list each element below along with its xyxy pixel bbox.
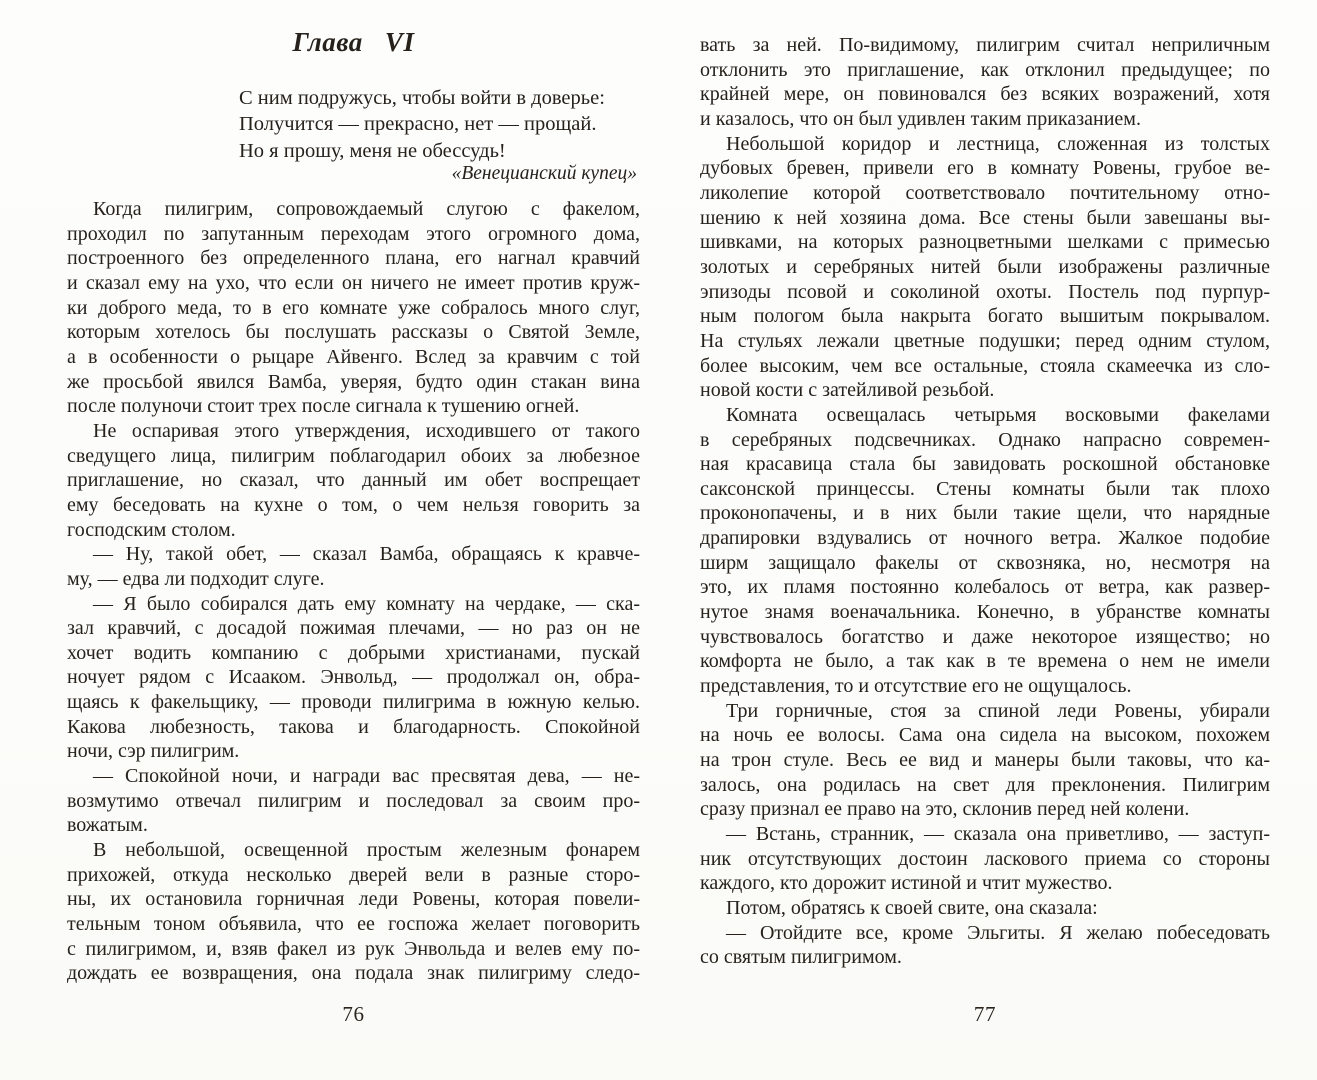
text-line: и сказал ему на ухо, что если он ничего не имеет против круж- bbox=[67, 271, 640, 294]
text-line: каждого, кто дорожит истиной и чтит мужество. bbox=[700, 872, 1113, 895]
text-line: это, их пламя постоянно колебалось от ветра, как развер- bbox=[700, 576, 1270, 599]
epigraph-line: Но я прошу, меня не обессудь! bbox=[239, 139, 506, 162]
text-line: шивками, на которых разноцветными шелками с примесью bbox=[700, 231, 1270, 254]
text-line: Небольшой коридор и лестница, сложенная из толстых bbox=[726, 132, 1270, 155]
text-line: зал кравчий, с досадой пожимая плечами, — но раз он не bbox=[67, 617, 640, 640]
text-line: драпировки вздувались от ночного ветра. Жалкое подобие bbox=[700, 527, 1270, 550]
text-line: Какова любезность, такова и благодарность. Спокойной bbox=[67, 715, 640, 738]
text-line: залось, она родилась на свет для преклонения. Пилигрим bbox=[700, 773, 1270, 796]
text-line: вать за ней. По-видимому, пилигрим считал неприличным bbox=[700, 34, 1270, 56]
text-line: шению к ней хозяина дома. Все стены были завешаны вы- bbox=[700, 206, 1270, 229]
text-line: Комната освещалась четырьмя восковыми факелами bbox=[726, 403, 1270, 426]
text-line: проходил по запутанным переходам этого огромного дома, bbox=[67, 222, 640, 245]
text-line: щаясь к факельщику, — проводи пилигрима в южную келью. bbox=[67, 691, 640, 714]
text-line: эпизоды псовой и соколиной охоты. Постель под пурпур- bbox=[700, 280, 1270, 303]
text-line: Потом, обратясь к своей свите, она сказала: bbox=[726, 896, 1098, 919]
text-line: му, — едва ли подходит слуге. bbox=[67, 567, 325, 590]
page-left bbox=[67, 0, 640, 1080]
text-line: вожатым. bbox=[67, 814, 148, 837]
text-line: золотых и серебряных нитей были изображены различные bbox=[700, 255, 1270, 278]
text-line: представления, то и отсутствие его не ощущалось. bbox=[700, 675, 1132, 698]
text-line: — Встань, странник, — сказала она приветливо, — заступ- bbox=[726, 823, 1270, 845]
text-line: дождать ее возвращения, она подала знак пилигриму следо- bbox=[67, 962, 640, 985]
text-line: саксонской принцессы. Стены комнаты были так плохо bbox=[700, 477, 1270, 500]
text-line: Три горничные, стоя за спиной леди Ровены, убирали bbox=[726, 699, 1270, 722]
text-line: ная красавица стала бы завидовать роскошной обстановке bbox=[700, 453, 1270, 476]
chapter-heading: Глава VI bbox=[292, 27, 415, 57]
text-line: на трон стуле. Весь ее вид и манеры были таковы, что ка- bbox=[700, 749, 1270, 772]
text-line: На стульях лежали цветные подушки; перед одним стулом, bbox=[700, 329, 1270, 352]
text-line: проконопачены, и в них были такие щели, что нарядные bbox=[700, 502, 1270, 525]
text-line: ным пологом была накрыта богато вышитым покрывалом. bbox=[700, 305, 1270, 328]
text-line: сразу признал ее право на это, склонив перед ней колени. bbox=[700, 798, 1190, 821]
text-line: со святым пилигримом. bbox=[700, 946, 902, 969]
text-line: Не оспаривая этого утверждения, исходившего от такого bbox=[93, 419, 640, 442]
text-line: В небольшой, освещенной простым железным фонарем bbox=[93, 839, 640, 862]
text-line: — Я было собирался дать ему комнату на чердаке, — ска- bbox=[93, 592, 640, 615]
page-number-right: 77 bbox=[973, 1002, 997, 1026]
page-right bbox=[700, 0, 1270, 1080]
text-line: прихожей, откуда несколько дверей вели в разные сторо- bbox=[67, 863, 640, 886]
text-line: же просьбой явился Вамба, уверяя, будто один стакан вина bbox=[67, 370, 640, 393]
text-line: на ночь ее волосы. Сама она сидела на высоком, похожем bbox=[700, 724, 1270, 747]
text-line: отклонить это приглашение, как отклонил предыдущее; по bbox=[700, 58, 1270, 81]
text-line: с пилигримом, и, взяв факел из рук Энвольда и велев ему по- bbox=[67, 937, 640, 960]
page-left-body bbox=[67, 197, 640, 986]
text-line: более высоким, чем все остальные, стояла скамеечка из сло- bbox=[700, 354, 1270, 377]
text-line: комфорта не было, а так как в те времена о нем не имели bbox=[700, 650, 1270, 673]
text-line: ликолепие которой соответствовало почтительному отно- bbox=[700, 181, 1270, 204]
text-line: хочет водить компанию с добрыми христианами, пускай bbox=[67, 641, 640, 664]
text-line: — Спокойной ночи, и награди вас пресвятая дева, — не- bbox=[93, 765, 640, 788]
text-line: господским столом. bbox=[67, 518, 236, 541]
page-right-body bbox=[700, 33, 1270, 970]
text-line: дубовых бревен, привели его в комнату Ровены, грубое ве- bbox=[700, 157, 1270, 180]
text-line: ему беседовать на кухне о том, о чем нельзя говорить за bbox=[67, 493, 640, 516]
text-line: ны, их остановила горничная леди Ровены, которая повели- bbox=[67, 888, 640, 911]
text-line: ночует рядом с Исааком. Энвольд, — продолжал он, обра- bbox=[67, 666, 640, 689]
text-line: после полуночи стоит трех после сигнала к тушению огней. bbox=[67, 395, 580, 418]
epigraph bbox=[239, 85, 640, 164]
text-line: чувствовалось богатство и даже некоторое изящество; но bbox=[700, 625, 1270, 648]
text-line: новой кости с затейливой резьбой. bbox=[700, 379, 995, 402]
epigraph-attribution: «Венецианский купец» bbox=[451, 163, 637, 184]
page-number-left: 76 bbox=[342, 1002, 365, 1026]
text-line: ник отсутствующих достоин ласкового приема со стороны bbox=[700, 847, 1270, 870]
text-line: в серебряных подсвечниках. Однако напрасно современ- bbox=[700, 428, 1270, 451]
text-line: ночи, сэр пилигрим. bbox=[67, 740, 240, 763]
text-line: ки доброго меда, то в его комнате уже собралось много слуг, bbox=[67, 296, 640, 319]
text-line: тельным тоном объявила, что ее госпожа желает поговорить bbox=[67, 913, 640, 936]
text-line: — Ну, такой обет, — сказал Вамба, обращаясь к кравче- bbox=[93, 543, 640, 566]
text-line: возмутимо отвечал пилигрим и последовал за своим про- bbox=[67, 789, 640, 812]
text-line: — Отойдите все, кроме Эльгиты. Я желаю побеседовать bbox=[726, 921, 1270, 944]
epigraph-line: С ним подружусь, чтобы войти в доверье: bbox=[239, 87, 605, 109]
text-line: приглашение, но сказал, что данный им обет воспрещает bbox=[67, 469, 640, 492]
text-line: и казалось, что он был удивлен таким приказанием. bbox=[700, 107, 1141, 130]
text-line: построенного без определенного плана, его нагнал кравчий bbox=[67, 247, 640, 270]
text-line: а в особенности о рыцаре Айвенго. Вслед за кравчим с той bbox=[67, 345, 640, 368]
text-line: сведущего лица, пилигрим поблагодарил обоих за любезное bbox=[67, 444, 640, 467]
text-line: которым хотелось бы послушать рассказы о Святой Земле, bbox=[67, 321, 640, 344]
text-line: ширм защищало факелы от сквозняка, но, несмотря на bbox=[700, 551, 1270, 574]
epigraph-line: Получится — прекрасно, нет — прощай. bbox=[239, 113, 597, 136]
text-line: Когда пилигрим, сопровождаемый слугою с факелом, bbox=[93, 198, 640, 220]
text-line: крайней мере, он повиновался без всяких возражений, хотя bbox=[700, 83, 1270, 106]
text-line: нутое знамя военачальника. Конечно, в убранстве комнаты bbox=[700, 601, 1270, 624]
